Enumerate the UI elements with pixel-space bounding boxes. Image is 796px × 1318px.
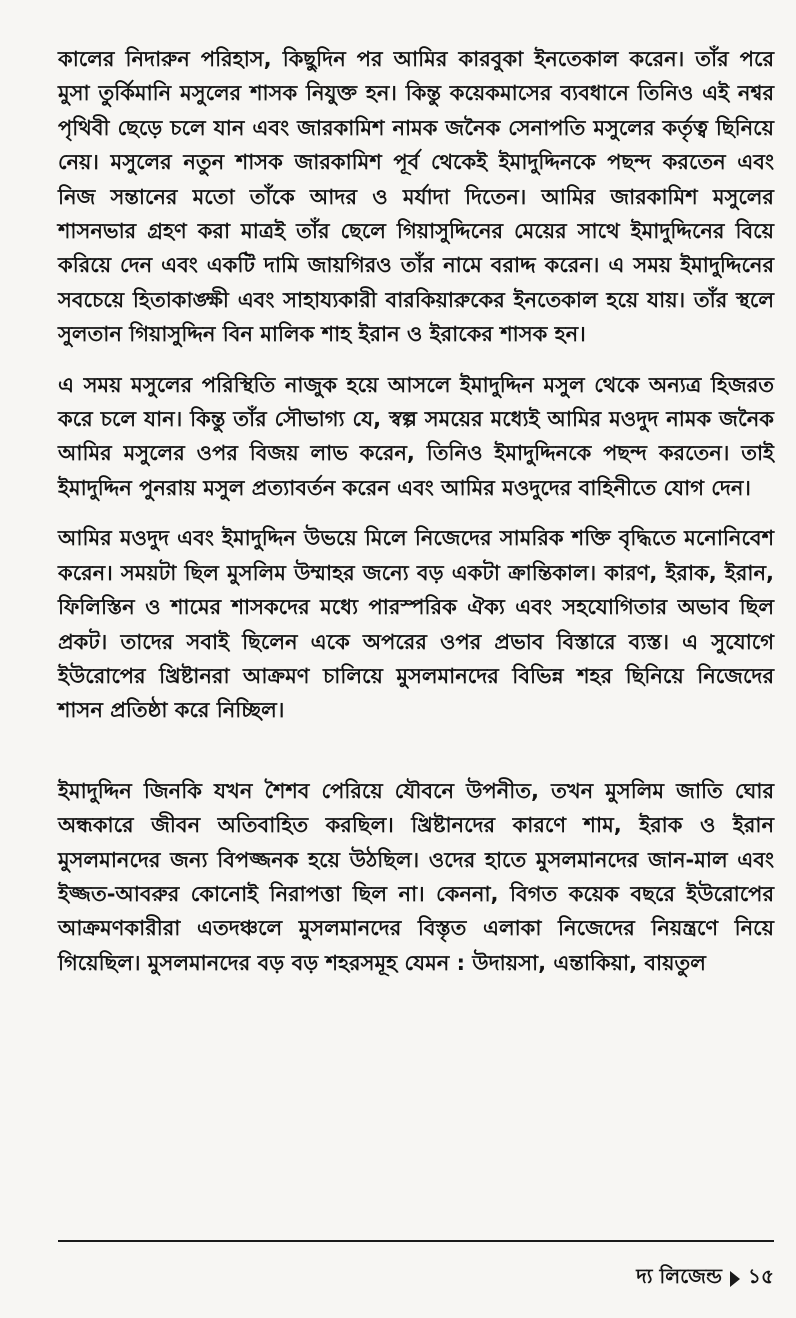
paragraph-4: ইমাদুদ্দিন জিনকি যখন শৈশব পেরিয়ে যৌবনে উপনীত, তখন মুসলিম জাতি ঘোর অন্ধকারে জীবন অতিবাহিত করছিল। খ্রিষ্টানদের কারণে শাম, ইরাক ও ইরান মুসলমানদের জন্য বিপজ্জনক হয়ে উঠছিল। ওদের হাতে মুসলমানদের জান-মাল এবং ইজ্জত-আবরুর কোনোই নিরাপত্তা ছিল না। কেননা, বিগত কয়েক বছরে ইউরোপের আক্রমণকারীরা এতদঞ্চলে মুসলমানদের বিস্তৃত এলাকা নিজেদের নিয়ন্ত্রণে নিয়ে গিয়েছিল। মুসলমানদের বড় বড় শহরসমূহ যেমন : উদায়সা, এন্তাকিয়া, বায়তুল [58, 778, 774, 975]
paragraph-3: আমির মওদুদ এবং ইমাদুদ্দিন উভয়ে মিলে নিজেদের সামরিক শক্তি বৃদ্ধিতে মনোনিবেশ করেন। সময়টা ছিল মুসলিম উম্মাহর জন্যে বড় একটা ক্রান্তিকাল। কারণ, ইরাক, ইরান, ফিলিস্তিন ও শামের শাসকদের মধ্যে পারস্পরিক ঐক্য এবং সহযোগিতার অভাব ছিল প্রকট। তাদের সবাই ছিলেন একে অপরের ওপর প্রভাব বিস্তারে ব্যস্ত। এ সুযোগে ইউরোপের খ্রিষ্টানরা আক্রমণ চালিয়ে মুসলমানদের বিভিন্ন শহর ছিনিয়ে নিজেদের শাসন প্রতিষ্ঠা করে নিচ্ছিল। [58, 526, 774, 723]
triangle-right-icon [730, 1271, 740, 1287]
footer-rule [58, 1240, 774, 1242]
paragraph-2: এ সময় মসুলের পরিস্থিতি নাজুক হয়ে আসলে ইমাদুদ্দিন মসুল থেকে অন্যত্র হিজরত করে চলে যান। কিন্তু তাঁর সৌভাগ্য যে, স্বল্প সময়ের মধ্যেই আমির মওদুদ নামক জনৈক আমির মসুলের ওপর বিজয় লাভ করেন, তিনিও ইমাদুদ্দিনকে পছন্দ করতেন। তাই ইমাদুদ্দিন পুনরায় মসুল প্রত্যাবর্তন করেন এবং আমির মওদুদের বাহিনীতে যোগ দেন। [58, 372, 774, 500]
page-body [58, 42, 774, 980]
section-gap [58, 728, 774, 774]
book-title: দ্য লিজেন্ড [636, 1264, 723, 1288]
page-number: ১৫ [748, 1264, 774, 1288]
page-footer [636, 1262, 774, 1295]
paragraph-1: কালের নিদারুন পরিহাস, কিছুদিন পর আমির কারবুকা ইনতেকাল করেন। তাঁর পরে মুসা তুর্কিমানি মসুলের শাসক নিযুক্ত হন। কিন্তু কয়েকমাসের ব্যবধানে তিনিও এই নশ্বর পৃথিবী ছেড়ে চলে যান এবং জারকামিশ নামক জনৈক সেনাপতি মসুলের কর্তৃত্ব ছিনিয়ে নেয়। মসুলের নতুন শাসক জারকামিশ পূর্ব থেকেই ইমাদুদ্দিনকে পছন্দ করতেন এবং নিজ সন্তানের মতো তাঁকে আদর ও মর্যাদা দিতেন। আমির জারকামিশ মসুলের শাসনভার গ্রহণ করা মাত্রই তাঁর ছেলে গিয়াসুদ্দিনের মেয়ের সাথে ইমাদুদ্দিনের বিয়ে করিয়ে দেন এবং একটি দামি জায়গিরও তাঁর নামে বরাদ্দ করেন। এ সময় ইমাদুদ্দিনের সবচেয়ে হিতাকাঙ্ক্ষী এবং সাহায্যকারী বারকিয়ারুকের ইনতেকাল হয়ে যায়। তাঁর স্থলে সুলতান গিয়াসুদ্দিন বিন মালিক শাহ ইরান ও ইরাকের শাসক হন। [58, 47, 774, 347]
